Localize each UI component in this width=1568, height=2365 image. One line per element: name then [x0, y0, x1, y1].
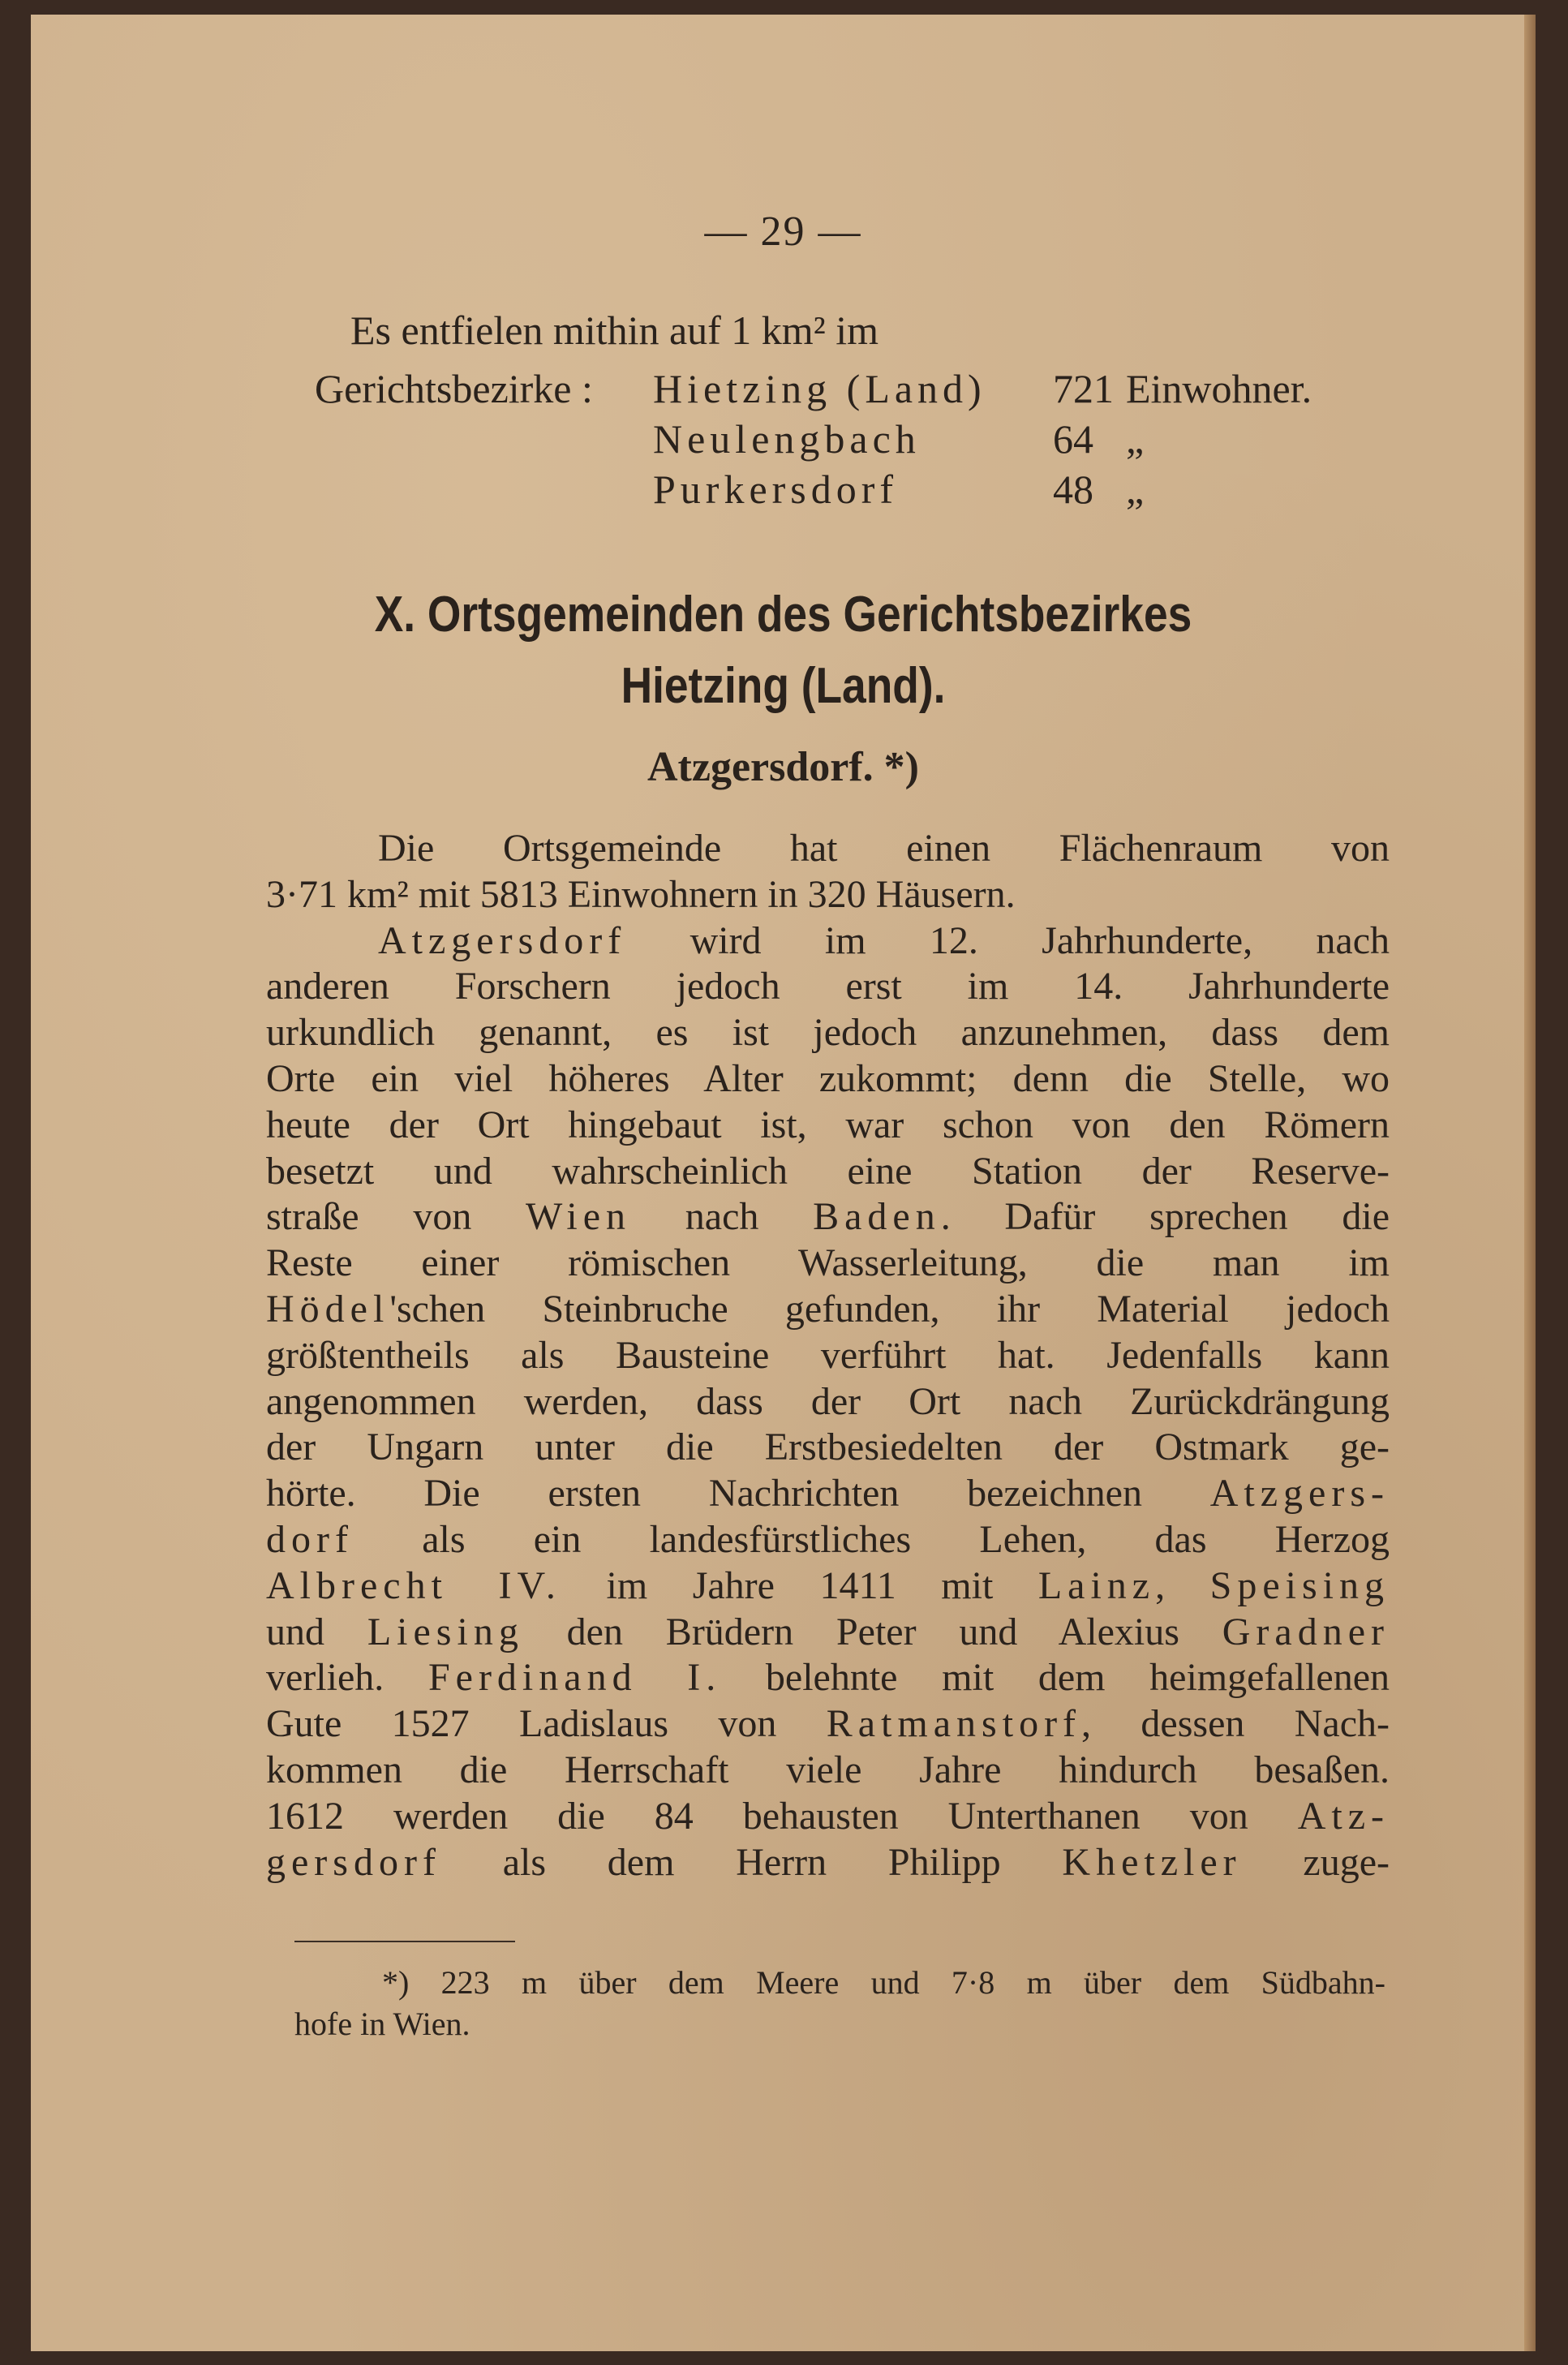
text-line: besetzt und wahrscheinlich eine Station der Reserve- — [266, 1149, 1390, 1193]
text-line: Atzgersdorf wird im 12. Jahrhunderte, nach — [378, 918, 1390, 962]
text-line: größtentheils als Bausteine verführt hat. Jedenfalls kann — [266, 1333, 1390, 1377]
text-line: hörte. Die ersten Nachrichten bezeichnen Atzgers- — [266, 1472, 1390, 1516]
district-value: 48 — [1053, 467, 1093, 512]
text-line: kommen die Herrschaft viele Jahre hindurch besaßen. — [266, 1748, 1390, 1791]
text-line: gersdorf als dem Herrn Philipp Khetzler zuge- — [266, 1840, 1390, 1884]
district-unit: „ — [1126, 416, 1145, 462]
section-heading: X. Ortsgemeinden des Gerichtsbezirkes — [374, 587, 1192, 643]
text-line: Gute 1527 Ladislaus von Ratmanstorf, dessen Nach- — [266, 1702, 1390, 1746]
district-name: Neulengbach — [653, 416, 921, 462]
district-value: 64 — [1053, 416, 1093, 462]
intro-line: Es entfielen mithin auf 1 km² im — [350, 307, 879, 353]
page-number: — 29 — — [704, 209, 862, 255]
text-line: 1612 werden die 84 behausten Unterthanen von Atz- — [266, 1794, 1390, 1838]
text-line: Reste einer römischen Wasserleitung, die man im — [266, 1241, 1390, 1285]
text-line: urkundlich genannt, es ist jedoch anzunehmen, dass dem — [266, 1011, 1390, 1055]
text-line: Hödel'schen Steinbruche gefunden, ihr Material jedoch — [266, 1287, 1390, 1331]
footnote — [294, 1962, 1385, 2045]
text-line: und Liesing den Brüdern Peter und Alexius Gradner — [266, 1610, 1390, 1653]
footnote-line: *) 223 m über dem Meere und 7·8 m über dem Südbahn- — [382, 1964, 1385, 2001]
text-line: angenommen werden, dass der Ort nach Zurückdrängung — [266, 1379, 1390, 1423]
district-value: 721 — [1053, 366, 1114, 411]
text-line: straße von Wien nach Baden. Dafür sprechen die — [266, 1195, 1390, 1239]
text-line: 3·71 km² mit 5813 Einwohnern in 320 Häusern. — [266, 872, 1016, 916]
text-line: verlieh. Ferdinand I. belehnte mit dem heimgefallenen — [266, 1656, 1390, 1700]
footnote-rule — [294, 1941, 515, 1942]
text-line: Orte ein viel höheres Alter zukommt; denn die Stelle, wo — [266, 1056, 1390, 1100]
body-text — [266, 826, 1390, 1886]
text-line: heute der Ort hingebaut ist, war schon von den Römern — [266, 1103, 1390, 1146]
page-content — [31, 15, 1536, 2351]
book-page — [31, 15, 1536, 2351]
text-line: der Ungarn unter die Erstbesiedelten der Ostmark ge- — [266, 1425, 1390, 1469]
footnote-line: hofe in Wien. — [294, 2006, 470, 2042]
text-line: Die Ortsgemeinde hat einen Flächenraum von — [378, 827, 1390, 870]
district-unit: Einwohner. — [1126, 366, 1312, 411]
text-line: anderen Forschern jedoch erst im 14. Jahrhunderte — [266, 965, 1390, 1008]
district-unit: „ — [1126, 467, 1145, 512]
district-name: Hietzing (Land) — [653, 366, 986, 411]
district-label: Gerichtsbezirke : — [315, 366, 593, 411]
text-line: dorf als ein landesfürstliches Lehen, das Herzog — [266, 1517, 1390, 1561]
text-line: Albrecht IV. im Jahre 1411 mit Lainz, Speising — [266, 1563, 1390, 1607]
section-heading-continued: Hietzing (Land). — [621, 658, 946, 714]
district-name: Purkersdorf — [653, 467, 899, 512]
subheading: Atzgersdorf. *) — [647, 744, 919, 790]
